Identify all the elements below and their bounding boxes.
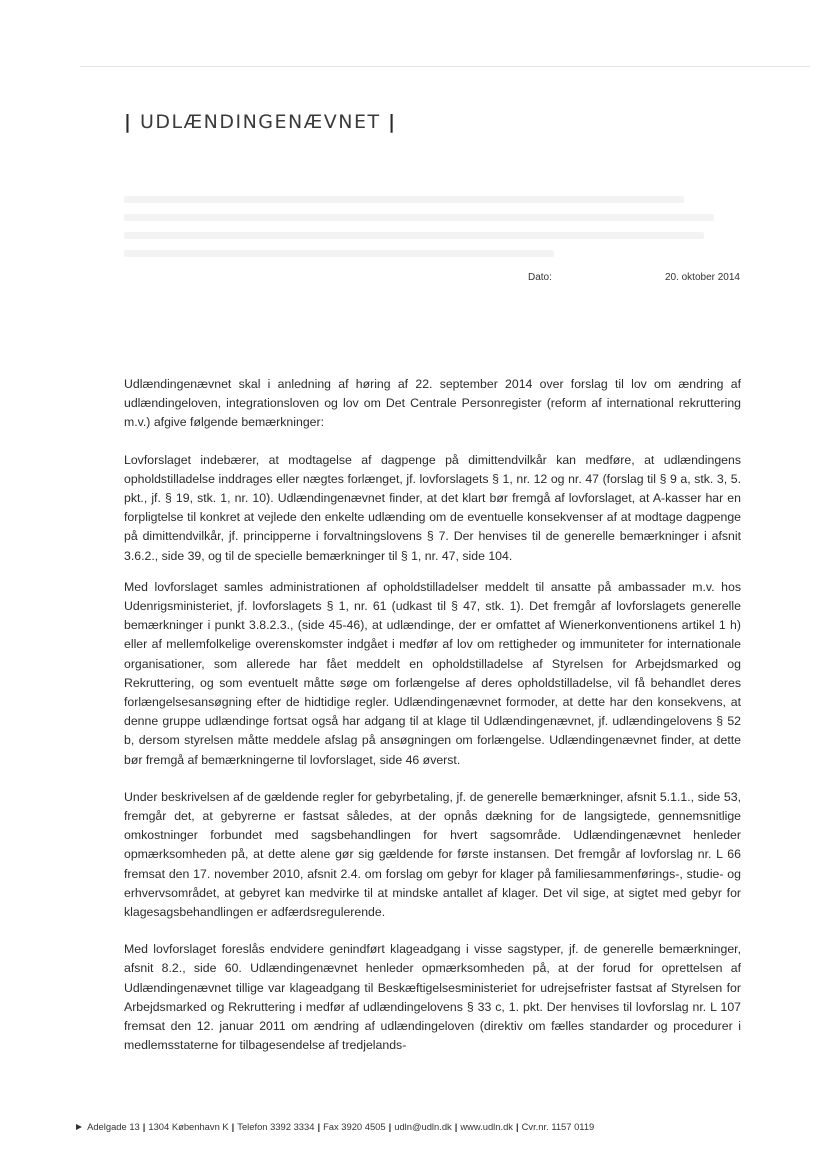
footer xyxy=(76,1121,776,1132)
footer-fax: Fax 3920 4505 xyxy=(323,1121,386,1132)
top-rule xyxy=(80,66,810,67)
footer-postal: 1304 København K xyxy=(148,1121,229,1132)
faint-background-line xyxy=(124,214,714,221)
footer-separator: | xyxy=(231,1121,235,1132)
body-paragraph: Lovforslaget indebærer, at modtagelse af dagpenge på dimittendvilkår kan medføre, at udlændingens opholdstilladelse inddrages eller nægtes forlænget, jf. lovforslagets § 1, nr. 12 og nr. 47 (forslag til § 9 a, stk. 3, 5. pkt., jf. § 19, stk. 1, nr. 10). Udlændingenævnet finder, at det klart bør fremgå af lovforslaget, at A-kasser har en forpligtelse til konkret at vejlede den enkelte udlænding om de eventuelle konsekvenser af at modtage dagpenge på dimittendvilkår, jf. principperne i forvaltningslovens § 7. Der henvises til de generelle bemærkninger i afsnit 3.6.2., side 39, og til de specielle bemærkninger til § 1, nr. 47, side 104. xyxy=(124,452,741,563)
footer-address: Adelgade 13 xyxy=(87,1121,140,1132)
logo-bar-left: | xyxy=(124,111,133,133)
footer-phone: Telefon 3392 3334 xyxy=(237,1121,315,1132)
date-label: Dato: xyxy=(528,272,552,283)
footer-email[interactable]: udln@udln.dk xyxy=(394,1121,452,1132)
faint-background-line xyxy=(124,250,554,257)
organization-logo xyxy=(124,111,397,133)
letter-body xyxy=(124,375,741,1056)
arrow-icon xyxy=(76,1124,82,1130)
footer-separator: | xyxy=(454,1121,458,1132)
logo-bar-right: | xyxy=(388,111,397,133)
logo-text: UDLÆNDINGENÆVNET xyxy=(140,111,381,133)
body-paragraph: Med lovforslaget foreslås endvidere genindført klageadgang i visse sagstyper, jf. de generelle bemærkninger, afsnit 8.2., side 60. Udlændingenævnet henleder opmærksomheden på, at der forud for oprettelsen af Udlændingenævnet tillige var klageadgang til Beskæftigelsesministeriet for udrejsefrister fastsat af Styrelsen for Arbejdsmarked og Rekruttering i medfør af udlændingelovens § 33 c, 1. pkt. Der henvises til lovforslag nr. L 107 fremsat den 12. januar 2011 om ændring af udlændingeloven (direktiv om fælles standarder og procedurer i medlemsstaterne for tilbagesendelse af tredjelands- xyxy=(124,942,741,1053)
footer-separator: | xyxy=(388,1121,392,1132)
date-value: 20. oktober 2014 xyxy=(664,272,740,283)
footer-web[interactable]: www.udln.dk xyxy=(460,1121,513,1132)
footer-separator: | xyxy=(317,1121,321,1132)
date-row xyxy=(0,272,828,286)
faint-background-line xyxy=(124,196,684,203)
footer-cvr: Cvr.nr. 1157 0119 xyxy=(521,1121,595,1132)
body-paragraph: Med lovforslaget samles administrationen af opholdstilladelser meddelt til ansatte på ambassader m.v. hos Udenrigsministeriet, jf. lovforslagets § 1, nr. 61 (udkast til § 47, stk. 1). Det fremgår af lovforslagets generelle bemærkninger i punkt 3.8.2.3., (side 45-46), at udlændinge, der er omfattet af Wienerkonventionens artikel 1 h) eller af mellemfolkelige overenskomster indgået i medfør af lov om rettigheder og immuniteter for internationale organisationer, som allerede har fået meddelt en opholdstilladelse af Styrelsen for Arbejdsmarked og Rekruttering, og som eventuelt måtte søge om forlængelse af deres opholdstilladelse, vil få behandlet deres forlængelsesansøgning efter de hidtidige regler. Udlændingenævnet formoder, at dette har den konsekvens, at denne gruppe udlændinge fortsat også har adgang til at klage til Udlændingenævnet, jf. udlændingelovens § 52 b, dersom styrelsen måtte meddele afslag på ansøgningen om forlængelse. Udlændingenævnet finder, at dette bør fremgå af bemærkningerne til lovforslaget, side 46 øverst. xyxy=(124,579,741,767)
body-paragraph: Under beskrivelsen af de gældende regler for gebyrbetaling, jf. de generelle bemærkninger, afsnit 5.1.1., side 53, fremgår det, at gebyrerne er fastsat således, at der opnås dækning for de langsigtede, gennemsnitlige omkostninger forbundet med sagsbehandlingen for hvert sagsområde. Udlændingenævnet henleder opmærksomheden på, at dette alene gør sig gældende for første instansen. Det fremgår af lovforslag nr. L 66 fremsat den 17. november 2010, afsnit 2.4. om forslag om gebyr for klager på familiesammenførings-, studie- og erhvervsområdet, at gebyret kan medvirke til at mindske antallet af klager. Det vil sige, at sigtet med gebyr for klagesagsbehandlingen er adfærdsregulerende. xyxy=(124,789,741,920)
footer-separator: | xyxy=(516,1121,519,1132)
faint-background-line xyxy=(124,232,704,239)
body-paragraph: Udlændingenævnet skal i anledning af høring af 22. september 2014 over forslag til lov om ændring af udlændingeloven, integrationsloven og lov om Det Centrale Personregister (reform af international rekruttering m.v.) afgive følgende bemærkninger: xyxy=(124,377,741,430)
footer-separator: | xyxy=(142,1121,146,1132)
